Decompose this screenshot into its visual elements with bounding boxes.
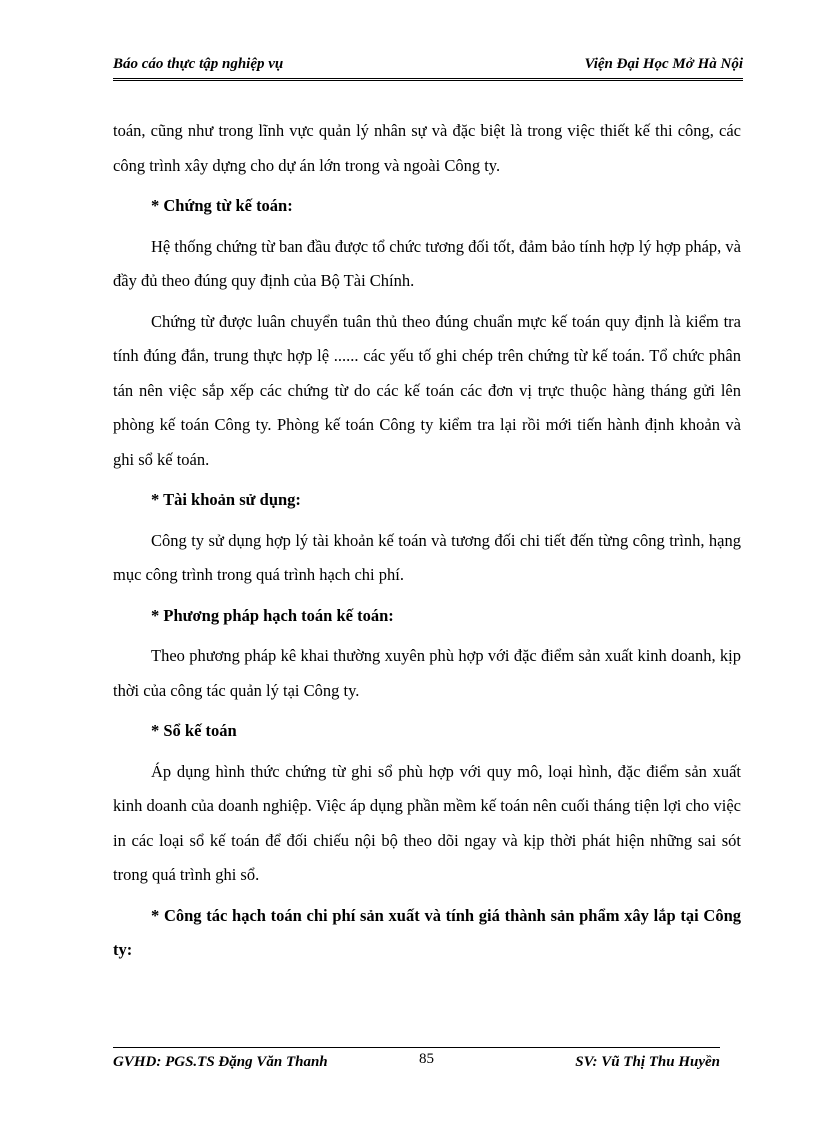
paragraph-accounting-method: Theo phương pháp kê khai thường xuyên phù hợp với đặc điểm sản xuất kinh doanh, kịp thời của công tác quản lý tại Công ty. (113, 646, 741, 700)
page-header (113, 50, 743, 81)
paragraph-documents-flow: Chứng từ được luân chuyển tuân thủ theo đúng chuẩn mực kế toán quy định là kiểm tra tính đúng đắn, trung thực hợp lệ ...... các yếu tố ghi chép trên chứng từ kế toán. Tổ chức phân tán nên việc sắp xếp các chứng từ do các kế toán các đơn vị trực thuộc hàng tháng gửi lên phòng kế toán Công ty. Phòng kế toán Công ty kiểm tra lại rồi mới tiến hành định khoản và ghi sổ kế toán. (113, 311, 741, 469)
heading-accounting-method: * Phương pháp hạch toán kế toán: (151, 605, 394, 625)
paragraph-continuation: toán, cũng như trong lĩnh vực quản lý nhân sự và đặc biệt là trong việc thiết kế thi công, các công trình xây dựng cho dự án lớn trong và ngoài Công ty. (113, 121, 741, 175)
header-report-title: Báo cáo thực tập nghiệp vụ (113, 56, 284, 72)
header-institution: Viện Đại Học Mở Hà Nội (584, 56, 743, 72)
heading-accounts-used: * Tài khoản sử dụng: (151, 490, 301, 509)
paragraph-documents-system: Hệ thống chứng từ ban đầu được tổ chức tương đối tốt, đảm bảo tính hợp lý hợp pháp, và đầy đủ theo đúng quy định của Bộ Tài Chính. (113, 236, 741, 290)
paragraph-accounts-used: Công ty sử dụng hợp lý tài khoản kế toán và tương đối chi tiết đến từng công trình, hạng mục công trình trong quá trình hạch chi phí. (113, 530, 741, 584)
heading-cost-accounting: * Công tác hạch toán chi phí sản xuất và tính giá thành sản phẩm xây lắp tại Công ty: (113, 905, 741, 959)
footer-supervisor: GVHD: PGS.TS Đặng Văn Thanh (113, 1054, 328, 1070)
page-body (113, 114, 741, 974)
page-number: 85 (419, 1051, 434, 1067)
heading-ledgers: * Sổ kế toán (151, 721, 237, 740)
page-footer (113, 1047, 720, 1070)
heading-accounting-documents: * Chứng từ kế toán: (151, 196, 293, 215)
footer-student: SV: Vũ Thị Thu Huyền (575, 1054, 720, 1070)
paragraph-ledgers: Áp dụng hình thức chứng từ ghi sổ phù hợp với quy mô, loại hình, đặc điểm sản xuất kinh doanh của doanh nghiệp. Việc áp dụng phần mềm kế toán nên cuối tháng tiện lợi cho việc in các loại sổ kế toán để đối chiếu nội bộ theo dõi ngay và kịp thời phát hiện những sai sót trong quá trình ghi sổ. (113, 761, 741, 884)
